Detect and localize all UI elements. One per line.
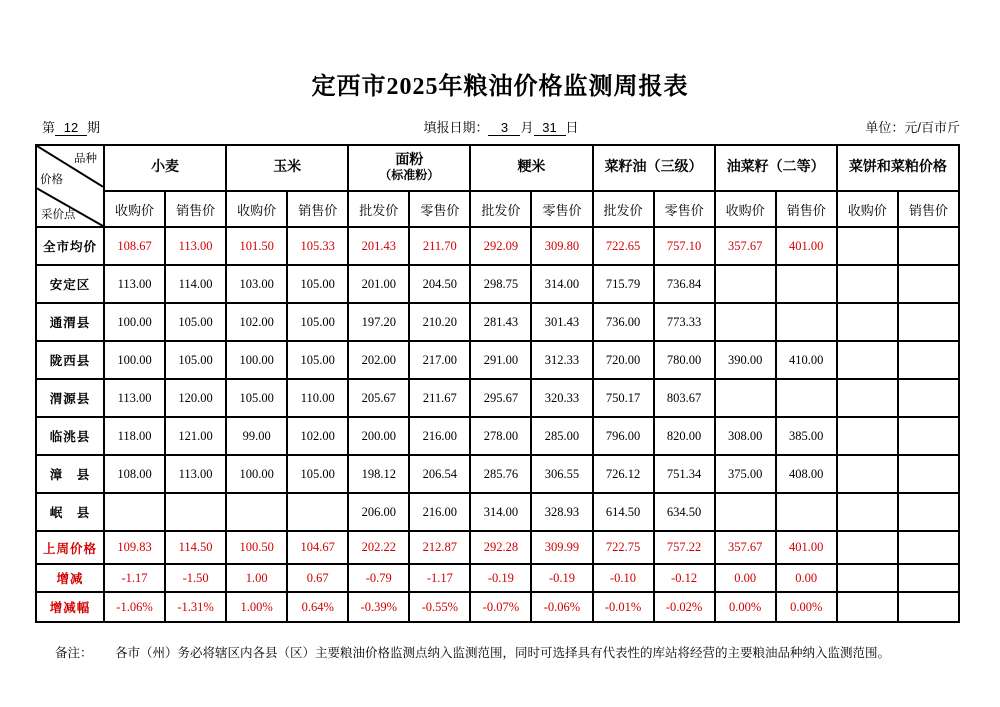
- issue-suffix: 期: [87, 120, 101, 135]
- price-cell: 100.50: [226, 531, 287, 564]
- group-header-flour: [348, 145, 470, 191]
- price-cell: [165, 493, 226, 531]
- price-cell: 298.75: [470, 265, 531, 303]
- price-cell: 211.67: [409, 379, 470, 417]
- price-cell: -0.19: [531, 564, 592, 592]
- price-cell: [837, 265, 898, 303]
- price-cell: -0.19: [470, 564, 531, 592]
- price-cell: 291.00: [470, 341, 531, 379]
- price-cell: 278.00: [470, 417, 531, 455]
- price-cell: 328.93: [531, 493, 592, 531]
- price-cell: [898, 564, 959, 592]
- row-label: 岷 县: [36, 493, 104, 531]
- price-cell: 401.00: [776, 531, 837, 564]
- price-cell: 211.70: [409, 227, 470, 265]
- price-cell: -0.06%: [531, 592, 592, 622]
- price-cell: -0.12: [654, 564, 715, 592]
- price-cell: 206.00: [348, 493, 409, 531]
- corner-label-site: 采价点: [41, 209, 76, 222]
- price-cell: 0.00%: [776, 592, 837, 622]
- subheader: 批发价: [470, 191, 531, 227]
- price-cell: 197.20: [348, 303, 409, 341]
- price-cell: 726.12: [593, 455, 654, 493]
- price-cell: 301.43: [531, 303, 592, 341]
- price-cell: 105.00: [165, 303, 226, 341]
- price-cell: 100.00: [104, 303, 165, 341]
- price-cell: 306.55: [531, 455, 592, 493]
- price-cell: 201.43: [348, 227, 409, 265]
- group-header-rice: [470, 145, 592, 191]
- price-cell: [898, 531, 959, 564]
- price-cell: 634.50: [654, 493, 715, 531]
- price-cell: 104.67: [287, 531, 348, 564]
- price-cell: 0.00%: [715, 592, 776, 622]
- table-row: [36, 379, 959, 417]
- price-cell: 1.00: [226, 564, 287, 592]
- subheader: 销售价: [165, 191, 226, 227]
- price-cell: 105.33: [287, 227, 348, 265]
- subheader: 收购价: [837, 191, 898, 227]
- price-cell: 204.50: [409, 265, 470, 303]
- price-cell: [837, 531, 898, 564]
- price-cell: 105.00: [287, 455, 348, 493]
- price-cell: 114.50: [165, 531, 226, 564]
- price-cell: [715, 265, 776, 303]
- price-cell: 108.00: [104, 455, 165, 493]
- price-cell: 201.00: [348, 265, 409, 303]
- price-cell: [104, 493, 165, 531]
- price-cell: 202.22: [348, 531, 409, 564]
- price-cell: 108.67: [104, 227, 165, 265]
- table-row: [36, 417, 959, 455]
- price-cell: 198.12: [348, 455, 409, 493]
- price-cell: [898, 379, 959, 417]
- price-cell: 0.00: [715, 564, 776, 592]
- price-cell: 105.00: [287, 303, 348, 341]
- price-cell: [898, 417, 959, 455]
- price-cell: 105.00: [287, 341, 348, 379]
- price-table: [35, 144, 960, 623]
- corner-label-price: 价格: [40, 174, 63, 187]
- price-cell: 780.00: [654, 341, 715, 379]
- price-cell: -1.17: [104, 564, 165, 592]
- group-name: 粳米: [517, 160, 546, 176]
- price-cell: [898, 592, 959, 622]
- table-row: [36, 303, 959, 341]
- price-cell: [776, 493, 837, 531]
- price-cell: 722.65: [593, 227, 654, 265]
- price-cell: 118.00: [104, 417, 165, 455]
- price-cell: [715, 379, 776, 417]
- price-cell: 385.00: [776, 417, 837, 455]
- price-cell: 312.33: [531, 341, 592, 379]
- price-cell: 216.00: [409, 493, 470, 531]
- price-cell: [776, 303, 837, 341]
- price-cell: 408.00: [776, 455, 837, 493]
- table-row: [36, 531, 959, 564]
- price-cell: 757.10: [654, 227, 715, 265]
- table-row: [36, 227, 959, 265]
- price-cell: [898, 303, 959, 341]
- price-cell: 205.67: [348, 379, 409, 417]
- price-cell: 720.00: [593, 341, 654, 379]
- price-cell: 113.00: [104, 379, 165, 417]
- price-cell: [715, 493, 776, 531]
- price-cell: 357.67: [715, 531, 776, 564]
- price-cell: [898, 227, 959, 265]
- table-row: [36, 341, 959, 379]
- price-cell: 103.00: [226, 265, 287, 303]
- price-cell: 102.00: [226, 303, 287, 341]
- price-cell: [287, 493, 348, 531]
- group-header-rapeseed-oil: [593, 145, 715, 191]
- row-label: 渭源县: [36, 379, 104, 417]
- corner-label-variety: 品种: [74, 153, 97, 166]
- price-cell: 722.75: [593, 531, 654, 564]
- row-label: 陇西县: [36, 341, 104, 379]
- subheader: 批发价: [593, 191, 654, 227]
- subheader: 零售价: [654, 191, 715, 227]
- meta-row: [42, 117, 960, 136]
- price-cell: 0.00: [776, 564, 837, 592]
- price-cell: [776, 265, 837, 303]
- price-cell: [837, 592, 898, 622]
- price-cell: 99.00: [226, 417, 287, 455]
- price-cell: 216.00: [409, 417, 470, 455]
- group-header-rapeseed: [715, 145, 837, 191]
- price-cell: [837, 303, 898, 341]
- price-cell: 773.33: [654, 303, 715, 341]
- price-cell: -1.50: [165, 564, 226, 592]
- subheader: 销售价: [776, 191, 837, 227]
- price-cell: 715.79: [593, 265, 654, 303]
- price-cell: [898, 493, 959, 531]
- group-name: 面粉: [395, 153, 424, 169]
- price-cell: 202.00: [348, 341, 409, 379]
- price-cell: 401.00: [776, 227, 837, 265]
- table-row: [36, 493, 959, 531]
- price-cell: 1.00%: [226, 592, 287, 622]
- price-cell: [898, 455, 959, 493]
- group-header-corn: [226, 145, 348, 191]
- row-label: 增减: [36, 564, 104, 592]
- price-cell: 0.64%: [287, 592, 348, 622]
- footnote-text: 各市（州）务必将辖区内各县（区）主要粮油价格监测点纳入监测范围，同时可选择具有代表性的库站将经营的主要粮油品种纳入监测范围。: [115, 646, 891, 661]
- price-cell: 101.50: [226, 227, 287, 265]
- date-day-label: 日: [565, 120, 579, 135]
- group-header-wheat: [104, 145, 226, 191]
- price-cell: 120.00: [165, 379, 226, 417]
- issue-number: 12: [55, 121, 87, 136]
- price-cell: [226, 493, 287, 531]
- price-cell: 357.67: [715, 227, 776, 265]
- group-sub: （标准粉）: [379, 168, 440, 183]
- price-cell: 285.76: [470, 455, 531, 493]
- price-cell: 217.00: [409, 341, 470, 379]
- price-cell: -0.55%: [409, 592, 470, 622]
- price-cell: 820.00: [654, 417, 715, 455]
- price-cell: 114.00: [165, 265, 226, 303]
- price-cell: [898, 341, 959, 379]
- price-cell: 113.00: [104, 265, 165, 303]
- price-cell: 614.50: [593, 493, 654, 531]
- footnote: [55, 645, 960, 663]
- price-cell: 281.43: [470, 303, 531, 341]
- row-label: 增减幅: [36, 592, 104, 622]
- price-cell: 750.17: [593, 379, 654, 417]
- table-row: [36, 265, 959, 303]
- row-label: 通渭县: [36, 303, 104, 341]
- price-cell: 410.00: [776, 341, 837, 379]
- price-cell: 212.87: [409, 531, 470, 564]
- date-field: [262, 117, 740, 136]
- price-cell: 210.20: [409, 303, 470, 341]
- date-label: 填报日期：: [423, 120, 489, 135]
- price-cell: 309.80: [531, 227, 592, 265]
- group-name: 菜饼和菜粕价格: [848, 160, 947, 176]
- price-cell: 100.00: [226, 341, 287, 379]
- price-cell: 0.67: [287, 564, 348, 592]
- price-cell: [837, 227, 898, 265]
- price-cell: 110.00: [287, 379, 348, 417]
- price-cell: [837, 564, 898, 592]
- price-cell: 206.54: [409, 455, 470, 493]
- price-cell: 105.00: [287, 265, 348, 303]
- price-cell: 757.22: [654, 531, 715, 564]
- issue-prefix: 第: [42, 120, 56, 135]
- price-cell: -0.10: [593, 564, 654, 592]
- corner-cell: [36, 145, 104, 227]
- row-label: 漳 县: [36, 455, 104, 493]
- price-cell: 796.00: [593, 417, 654, 455]
- subheader: 销售价: [898, 191, 959, 227]
- group-header-row: [36, 145, 959, 191]
- date-month-label: 月: [520, 120, 534, 135]
- price-cell: -0.02%: [654, 592, 715, 622]
- price-cell: [837, 455, 898, 493]
- price-cell: 751.34: [654, 455, 715, 493]
- row-label: 临洮县: [36, 417, 104, 455]
- price-cell: 109.83: [104, 531, 165, 564]
- price-cell: 121.00: [165, 417, 226, 455]
- price-cell: -0.39%: [348, 592, 409, 622]
- price-cell: [715, 303, 776, 341]
- price-cell: [837, 379, 898, 417]
- subheader: 收购价: [226, 191, 287, 227]
- table-row: [36, 564, 959, 592]
- issue-field: [42, 117, 262, 136]
- price-cell: 375.00: [715, 455, 776, 493]
- price-cell: 320.33: [531, 379, 592, 417]
- row-label: 全市均价: [36, 227, 104, 265]
- price-cell: 390.00: [715, 341, 776, 379]
- price-cell: 736.00: [593, 303, 654, 341]
- price-cell: 736.84: [654, 265, 715, 303]
- price-cell: [776, 379, 837, 417]
- price-cell: 314.00: [531, 265, 592, 303]
- group-name: 菜籽油（三级）: [604, 160, 703, 176]
- price-cell: 105.00: [226, 379, 287, 417]
- price-cell: 309.99: [531, 531, 592, 564]
- group-name: 小麦: [151, 160, 180, 176]
- price-cell: -1.17: [409, 564, 470, 592]
- page-title: 定西市2025年粮油价格监测周报表: [311, 74, 689, 100]
- price-cell: 292.09: [470, 227, 531, 265]
- price-cell: 113.00: [165, 455, 226, 493]
- subheader: 批发价: [348, 191, 409, 227]
- price-cell: 100.00: [226, 455, 287, 493]
- row-label: 安定区: [36, 265, 104, 303]
- price-cell: 200.00: [348, 417, 409, 455]
- price-cell: [837, 417, 898, 455]
- price-cell: [837, 341, 898, 379]
- price-cell: 102.00: [287, 417, 348, 455]
- footnote-label: 备注：: [55, 646, 93, 661]
- subheader: 零售价: [531, 191, 592, 227]
- price-cell: -1.31%: [165, 592, 226, 622]
- price-cell: 113.00: [165, 227, 226, 265]
- table-body: [36, 227, 959, 622]
- price-cell: -1.06%: [104, 592, 165, 622]
- subheader: 销售价: [287, 191, 348, 227]
- date-month-value: 3: [488, 121, 520, 136]
- price-cell: 100.00: [104, 341, 165, 379]
- table-row: [36, 455, 959, 493]
- price-cell: 292.28: [470, 531, 531, 564]
- price-cell: 803.67: [654, 379, 715, 417]
- subheader-row: [36, 191, 959, 227]
- price-cell: 285.00: [531, 417, 592, 455]
- table-row: [36, 592, 959, 622]
- price-cell: 314.00: [470, 493, 531, 531]
- subheader: 零售价: [409, 191, 470, 227]
- price-cell: -0.79: [348, 564, 409, 592]
- date-day-value: 31: [534, 121, 566, 136]
- subheader: 收购价: [715, 191, 776, 227]
- price-cell: 105.00: [165, 341, 226, 379]
- price-cell: 295.67: [470, 379, 531, 417]
- row-label: 上周价格: [36, 531, 104, 564]
- unit-label: 单位：元/百市斤: [865, 120, 960, 136]
- price-cell: 308.00: [715, 417, 776, 455]
- price-cell: [898, 265, 959, 303]
- group-name: 玉米: [273, 160, 302, 176]
- price-cell: -0.01%: [593, 592, 654, 622]
- price-cell: [837, 493, 898, 531]
- group-name: 油菜籽（二等）: [726, 160, 825, 176]
- group-header-cake-meal: [837, 145, 959, 191]
- price-cell: -0.07%: [470, 592, 531, 622]
- subheader: 收购价: [104, 191, 165, 227]
